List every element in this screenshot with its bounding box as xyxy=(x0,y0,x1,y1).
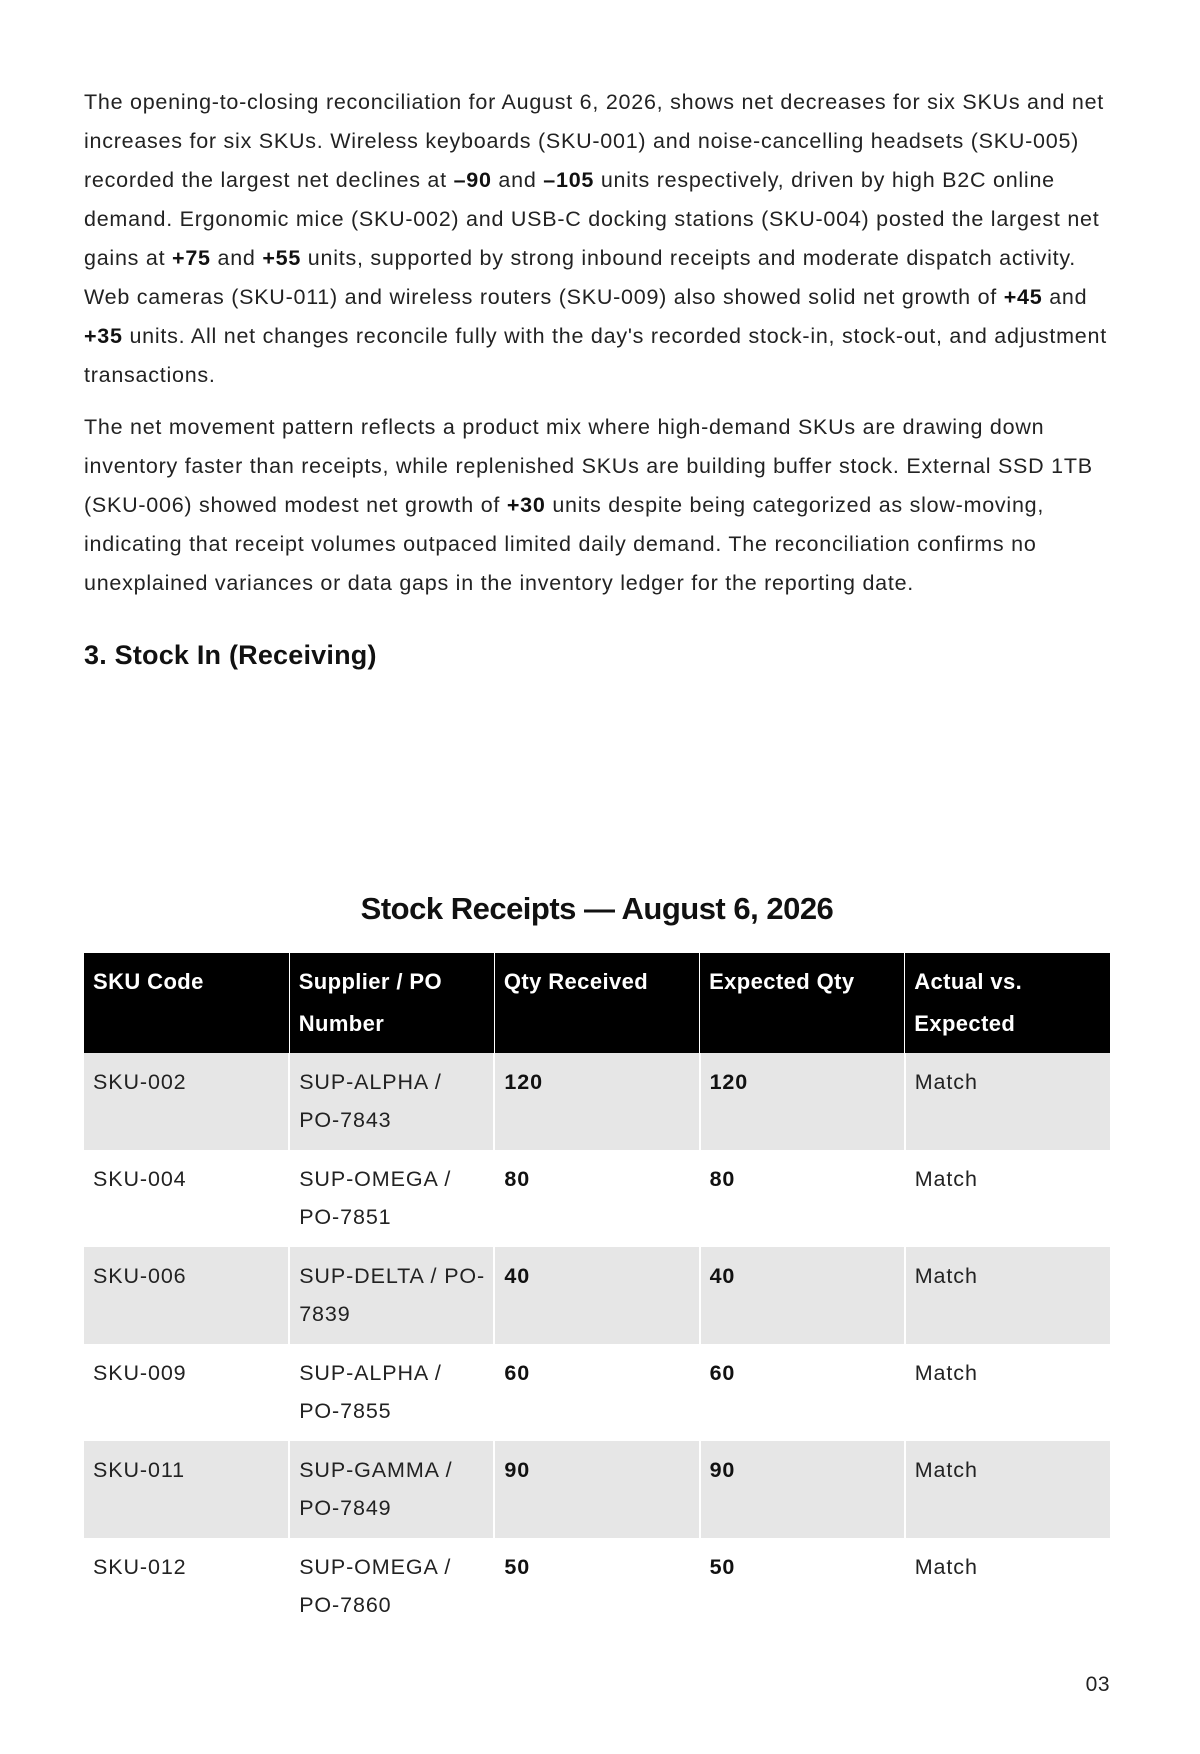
table-row xyxy=(84,1150,1110,1247)
bold-figure: +45 xyxy=(1003,285,1043,309)
bold-figure: –105 xyxy=(543,168,595,192)
table-header-row xyxy=(84,953,1110,1053)
column-header-qty-received: Qty Received xyxy=(494,953,699,1053)
bold-figure: +75 xyxy=(172,246,211,270)
stock-receipts-table xyxy=(84,953,1110,1635)
cell-qty-received: 120 xyxy=(494,1053,699,1150)
cell-expected-qty: 90 xyxy=(700,1441,905,1538)
cell-actual-vs-expected: Match xyxy=(914,1361,978,1385)
bold-figure: +35 xyxy=(84,324,123,348)
column-header-sku-code: SKU Code xyxy=(84,953,289,1053)
text-segment: and xyxy=(1042,285,1088,309)
section-heading: 3. Stock In (Receiving) xyxy=(84,640,377,670)
cell-actual-vs-expected: Match xyxy=(914,1167,978,1191)
table-row xyxy=(84,1053,1110,1150)
text-segment: and xyxy=(210,246,263,270)
column-header-supplier-po: Supplier / PO Number xyxy=(289,953,494,1053)
paragraph-net-movement xyxy=(84,408,1110,603)
cell-sku-code: SKU-009 xyxy=(84,1344,289,1441)
table-row xyxy=(84,1344,1110,1441)
column-header-actual-vs-expected: Actual vs. Expected xyxy=(905,953,1110,1053)
cell-qty-received: 60 xyxy=(494,1344,699,1441)
cell-sku-code: SKU-004 xyxy=(84,1150,289,1247)
cell-actual-vs-expected: Match xyxy=(905,1441,1110,1538)
table-title: Stock Receipts — August 6, 2026 xyxy=(360,891,834,926)
text-segment: and xyxy=(491,168,544,192)
bold-figure: –90 xyxy=(453,168,492,192)
cell-sku-code: SKU-012 xyxy=(84,1538,289,1635)
cell-qty-received: 40 xyxy=(494,1247,699,1344)
cell-expected-qty: 60 xyxy=(700,1344,905,1441)
text-segment: The opening-to-closing reconciliation for August 6, 2026, shows net decreases for six SKUs and net increases for six SKUs. Wireless keyboards (SKU-001) and noise-cancelling headsets (SKU-005) recorded the largest net declines at xyxy=(84,90,1105,192)
table-row xyxy=(84,1247,1110,1344)
table-row xyxy=(84,1441,1110,1538)
cell-sku-code: SKU-011 xyxy=(84,1441,289,1538)
bold-figure: +55 xyxy=(262,246,302,270)
cell-supplier-po: SUP-GAMMA / PO-7849 xyxy=(289,1441,494,1538)
text-segment: units. All net changes reconcile fully with the day's recorded stock-in, stock-out, and adjustment transactions. xyxy=(84,324,1107,387)
page-number: 03 xyxy=(1085,1673,1110,1696)
text-segment: units, supported by strong inbound receipts and moderate dispatch activity. Web cameras (SKU-011) and wireless routers (SKU-009) also showed solid net growth of xyxy=(84,246,1076,309)
text-segment: units respectively, driven by high B2C online demand. Ergonomic mice (SKU-002) and USB-C docking stations (SKU-004) posted the largest net gains at xyxy=(84,168,1100,270)
document-body xyxy=(84,83,1110,674)
table-row xyxy=(84,1538,1110,1635)
cell-expected-qty: 120 xyxy=(700,1053,905,1150)
text-segment: The net movement pattern reflects a product mix where high-demand SKUs are drawing down inventory faster than receipts, while replenished SKUs are building buffer stock. External SSD 1TB (SKU-006) showed modest net growth of xyxy=(84,415,1093,517)
bold-figure: +30 xyxy=(506,493,546,517)
cell-supplier-po: SUP-ALPHA / PO-7855 xyxy=(289,1344,494,1441)
cell-qty-received: 50 xyxy=(494,1538,699,1635)
text-segment: units despite being categorized as slow-moving, indicating that receipt volumes outpaced limited daily demand. The reconciliation confirms no unexplained variances or data gaps in the inventory ledger for the reporting date. xyxy=(84,493,1045,595)
cell-supplier-po: SUP-DELTA / PO-7839 xyxy=(289,1247,494,1344)
column-header-expected-qty: Expected Qty xyxy=(700,953,905,1053)
cell-qty-received: 90 xyxy=(494,1441,699,1538)
cell-expected-qty: 50 xyxy=(700,1538,905,1635)
cell-expected-qty: 40 xyxy=(700,1247,905,1344)
cell-expected-qty: 80 xyxy=(700,1150,905,1247)
cell-supplier-po: SUP-OMEGA / PO-7851 xyxy=(289,1150,494,1247)
cell-actual-vs-expected: Match xyxy=(914,1555,978,1579)
paragraph-reconciliation-summary xyxy=(84,83,1110,395)
cell-supplier-po: SUP-OMEGA / PO-7860 xyxy=(289,1538,494,1635)
cell-supplier-po: SUP-ALPHA / PO-7843 xyxy=(289,1053,494,1150)
cell-actual-vs-expected: Match xyxy=(905,1053,1110,1150)
cell-qty-received: 80 xyxy=(494,1150,699,1247)
cell-actual-vs-expected: Match xyxy=(905,1247,1110,1344)
cell-sku-code: SKU-006 xyxy=(84,1247,289,1344)
cell-sku-code: SKU-002 xyxy=(84,1053,289,1150)
